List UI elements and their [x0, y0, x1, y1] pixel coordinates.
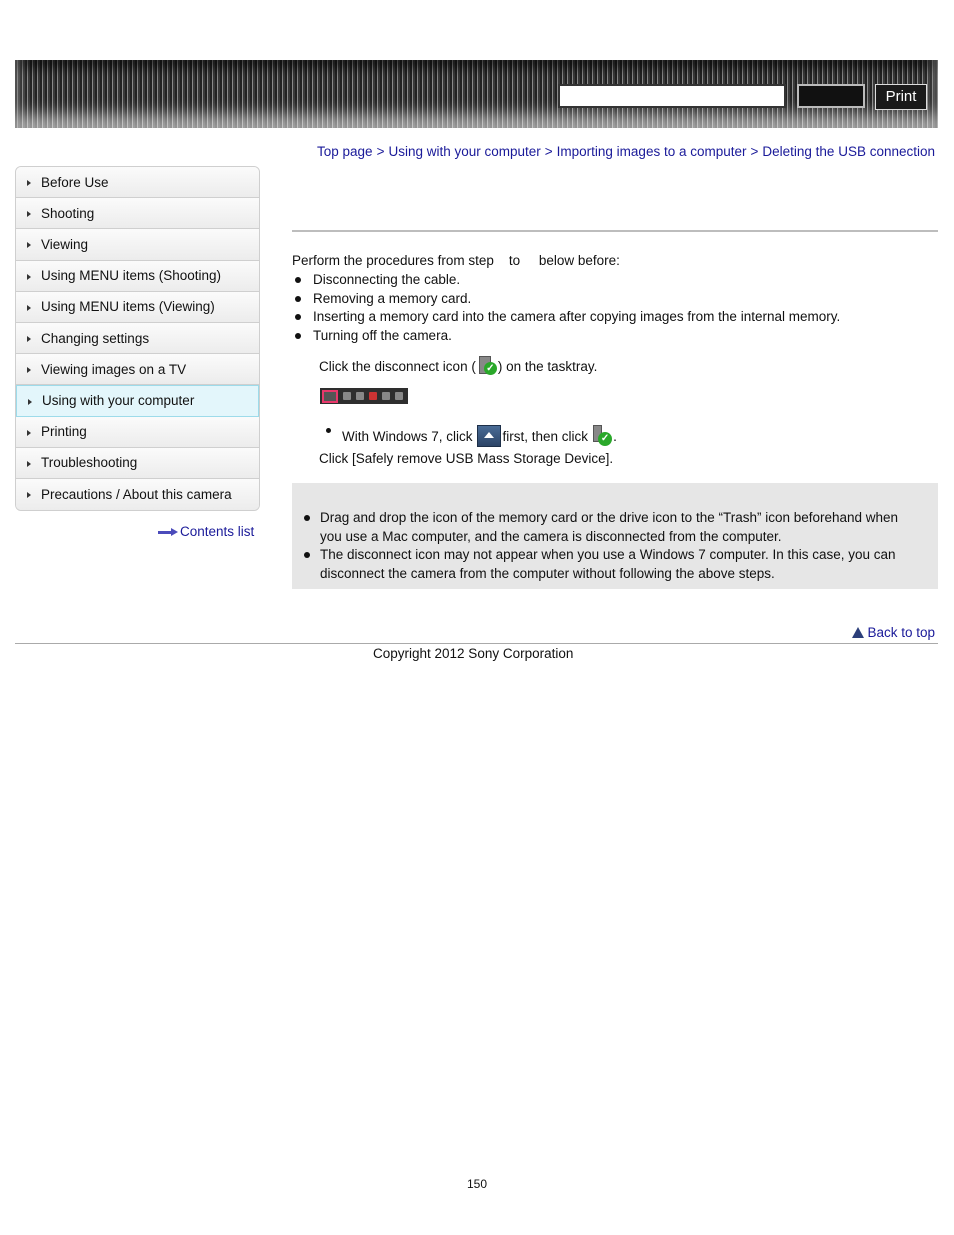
- tray-icon: [382, 392, 390, 400]
- contents-list-label[interactable]: Contents list: [180, 524, 255, 539]
- sidebar-item-troubleshooting[interactable]: [16, 448, 259, 479]
- arrow-right-icon: [28, 399, 32, 405]
- search-button[interactable]: [797, 84, 865, 108]
- step-2: Click [Safely remove USB Mass Storage Device].: [319, 451, 614, 466]
- back-to-top-label[interactable]: Back to top: [867, 625, 935, 640]
- arrow-right-icon: [27, 211, 31, 217]
- sidebar-item-label: Viewing images on a TV: [41, 361, 187, 377]
- breadcrumb-importing-images[interactable]: Importing images to a computer: [556, 144, 747, 159]
- sidebar-item-label: Precautions / About this camera: [41, 486, 232, 502]
- sidebar-item-changing-settings[interactable]: [16, 323, 259, 354]
- back-to-top-link[interactable]: [852, 625, 935, 640]
- sidebar-item-label: Printing: [41, 424, 87, 440]
- sidebar-item-menu-viewing[interactable]: [16, 292, 259, 323]
- tasktray-image: [320, 388, 408, 404]
- arrow-right-icon: [27, 461, 31, 467]
- arrow-right-icon: [27, 180, 31, 186]
- breadcrumb-separator: >: [544, 144, 553, 159]
- sidebar-item-label: Before Use: [41, 174, 109, 190]
- title-divider: [292, 230, 938, 232]
- tray-icon: [369, 392, 377, 400]
- list-item: Removing a memory card.: [292, 290, 840, 309]
- print-button[interactable]: Print: [875, 84, 927, 110]
- tray-icon: [343, 392, 351, 400]
- sidebar-item-precautions[interactable]: [16, 479, 259, 510]
- step-1-text-before: Click the disconnect icon (: [319, 358, 476, 374]
- windows7-text-middle: first, then click: [502, 428, 589, 444]
- up-arrow-icon: [852, 627, 864, 638]
- arrow-right-icon: [27, 274, 31, 280]
- sidebar-item-label: Changing settings: [41, 330, 150, 346]
- sidebar-item-label: Using MENU items (Shooting): [41, 268, 222, 284]
- breadcrumb-top-page[interactable]: Top page: [317, 144, 373, 159]
- arrow-right-icon: [27, 336, 31, 342]
- windows7-text-before: With Windows 7, click: [342, 428, 473, 444]
- sidebar-item-label: Troubleshooting: [41, 455, 138, 471]
- step-1-text-after: ) on the tasktray.: [497, 358, 598, 374]
- copyright-text: Copyright 2012 Sony Corporation: [373, 646, 574, 661]
- breadcrumb-deleting-usb[interactable]: Deleting the USB connection: [762, 144, 935, 159]
- condition-list: [292, 271, 840, 345]
- breadcrumb-using-with-computer[interactable]: Using with your computer: [388, 144, 541, 159]
- show-hidden-icons-icon: [477, 425, 501, 447]
- tray-icon: [395, 392, 403, 400]
- highlighted-disconnect-icon: [322, 390, 338, 403]
- list-item: Disconnecting the cable.: [292, 271, 840, 290]
- footer-divider: [15, 643, 938, 644]
- step-1: [319, 356, 597, 376]
- note-item: The disconnect icon may not appear when you use a Windows 7 computer. In this case, you can disconnect the camera from the computer without following the above steps.: [292, 546, 922, 583]
- note-box: [292, 483, 938, 589]
- breadcrumb: [317, 144, 935, 159]
- note-list: [292, 509, 922, 583]
- windows7-text-after: .: [613, 428, 617, 444]
- arrow-right-icon: [27, 367, 31, 373]
- list-item: Inserting a memory card into the camera after copying images from the internal memory.: [292, 308, 840, 327]
- intro-text: Perform the procedures from step to below before:: [292, 253, 620, 268]
- list-item: Turning off the camera.: [292, 327, 840, 346]
- sidebar-item-viewing[interactable]: [16, 229, 259, 260]
- sidebar-item-shooting[interactable]: [16, 198, 259, 229]
- disconnect-icon: ✓: [477, 356, 497, 376]
- arrow-right-icon: [27, 305, 31, 311]
- contents-list-link[interactable]: [158, 524, 254, 539]
- arrow-right-icon: [158, 528, 178, 536]
- sidebar-item-before-use[interactable]: [16, 167, 259, 198]
- sidebar-item-using-computer[interactable]: [16, 385, 259, 416]
- breadcrumb-separator: >: [376, 144, 385, 159]
- arrow-right-icon: [27, 492, 31, 498]
- sidebar-item-printing[interactable]: [16, 417, 259, 448]
- tray-icon: [356, 392, 364, 400]
- sidebar-menu: [15, 166, 260, 511]
- arrow-right-icon: [27, 242, 31, 248]
- windows7-note: [326, 425, 617, 447]
- note-item: Drag and drop the icon of the memory card or the drive icon to the “Trash” icon beforehand when you use a Mac computer, and the camera is disconnected from the computer.: [292, 509, 922, 546]
- sidebar-item-label: Viewing: [41, 236, 89, 252]
- sidebar-item-label: Shooting: [41, 205, 95, 221]
- usb-disconnect-icon: ✓: [591, 425, 613, 447]
- sidebar-item-menu-shooting[interactable]: [16, 261, 259, 292]
- arrow-right-icon: [27, 430, 31, 436]
- search-input[interactable]: [558, 84, 786, 108]
- breadcrumb-separator: >: [750, 144, 759, 159]
- page-number: 150: [466, 1177, 488, 1191]
- sidebar-item-label: Using MENU items (Viewing): [41, 299, 215, 315]
- sidebar-item-viewing-tv[interactable]: [16, 354, 259, 385]
- sidebar-item-label: Using with your computer: [42, 393, 195, 409]
- bullet-icon: [326, 428, 331, 433]
